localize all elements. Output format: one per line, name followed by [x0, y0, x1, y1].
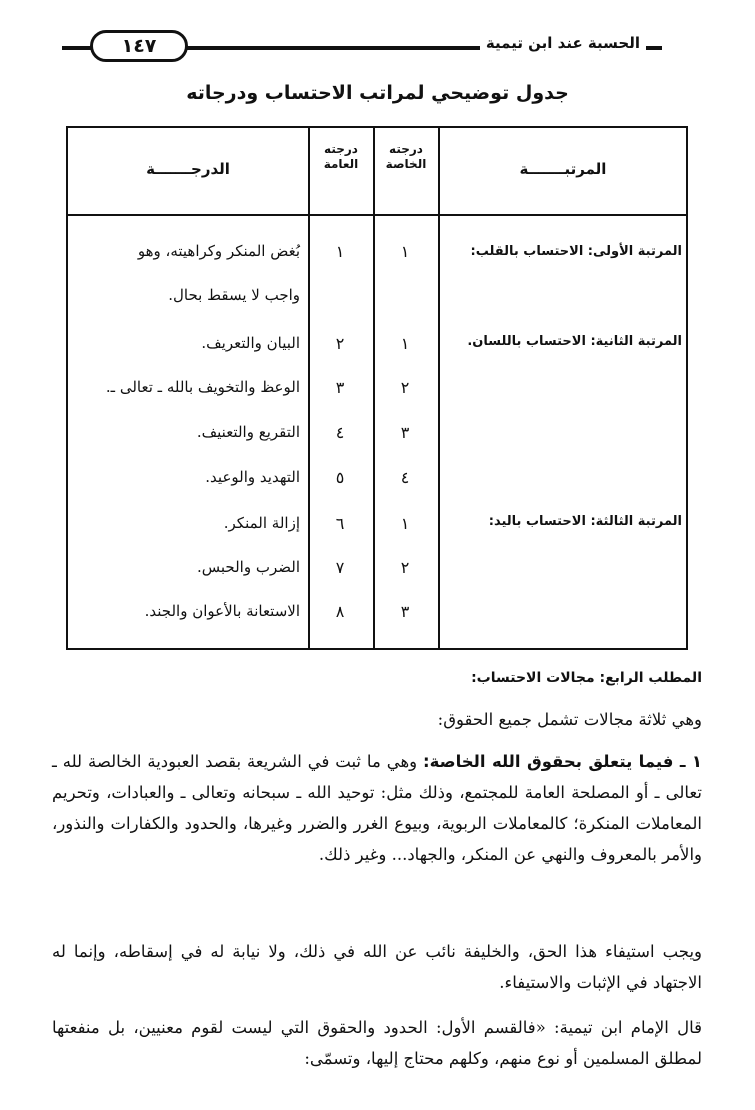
item1-text: وهي ما ثبت في الشريعة بقصد العبودية الخالصة لله ـ تعالى ـ أو المصلحة العامة للمجتمع، وذلك مثل: توحيد الله ـ سبحانه وتعالى ـ والعبادات، وتحريم المعاملات المنكرة؛ كالمعاملات الربوية، وبيوع الغرر والضرر وغيرها، والحدود والكفارات والنذور، والأمر بالمعروف والنهي عن المنكر، والجهاد... وغير ذلك.: [52, 752, 702, 864]
special-degree: ١: [400, 242, 410, 261]
degree-text: إزالة المنكر.: [223, 514, 300, 532]
table-title: جدول توضيحي لمراتب الاحتساب ودرجاته: [186, 82, 569, 104]
column-divider: [373, 128, 375, 648]
running-title: الحسبة عند ابن تيمية: [480, 34, 646, 52]
special-degree: ٤: [400, 468, 410, 487]
general-degree: ٢: [335, 334, 345, 353]
degree-text: البيان والتعريف.: [201, 334, 300, 352]
header-divider: [68, 214, 686, 216]
general-degree: ٥: [335, 468, 345, 487]
special-degree: ٢: [400, 378, 410, 397]
column-divider: [438, 128, 440, 648]
degree-text: بُغض المنكر وكراهيته، وهو: [137, 242, 300, 260]
intro-paragraph: وهي ثلاثة مجالات تشمل جميع الحقوق:: [437, 710, 702, 729]
rank-label: المرتبة الثالثة: الاحتساب باليد:: [488, 514, 682, 529]
header-special-degree: درجته الخاصة: [385, 142, 427, 171]
degree-text: واجب لا يسقط بحال.: [168, 286, 300, 304]
paragraph-2: ويجب استيفاء هذا الحق، والخليفة نائب عن الله في ذلك، ولا نيابة له في إسقاطه، وإنما له الاجتهاد في الإثبات والاستيفاء.: [52, 942, 702, 992]
general-degree: ٣: [335, 378, 345, 397]
rank-label: المرتبة الأولى: الاحتساب بالقلب:: [470, 244, 682, 259]
general-degree: ٤: [335, 423, 345, 442]
header-rank: المرتبـــــــة: [519, 160, 607, 178]
header-degree: الدرجـــــــة: [146, 160, 230, 178]
paragraph-item1: [52, 746, 702, 870]
page-number: ١٤٧: [90, 30, 188, 62]
general-degree: ٧: [335, 558, 345, 577]
degree-text: التهديد والوعيد.: [205, 468, 300, 486]
special-degree: ٣: [400, 602, 410, 621]
special-degree: ١: [400, 334, 410, 353]
column-divider: [308, 128, 310, 648]
special-degree: ٢: [400, 558, 410, 577]
section-heading: المطلب الرابع: مجالات الاحتساب:: [471, 670, 702, 686]
degree-text: الضرب والحبس.: [197, 558, 300, 576]
degree-text: الاستعانة بالأعوان والجند.: [144, 602, 300, 620]
general-degree: ٨: [335, 602, 345, 621]
special-degree: ٣: [400, 423, 410, 442]
paragraph-3: قال الإمام ابن تيمية: «فالقسم الأول: الحدود والحقوق التي ليست لقوم معنيين، بل منفعتها لمطلق المسلمين أو نوع منهم، وكلهم محتاج إليها، وتسمّى:: [52, 1018, 702, 1068]
degree-text: الوعظ والتخويف بالله ـ تعالى ـ.: [105, 378, 300, 396]
item1-lead: ١ ـ فيما يتعلق بحقوق الله الخاصة:: [423, 752, 702, 771]
header-general-degree: درجته العامة: [323, 142, 359, 171]
rank-label: المرتبة الثانية: الاحتساب باللسان.: [467, 334, 682, 349]
special-degree: ١: [400, 514, 410, 533]
general-degree: ١: [335, 242, 345, 261]
general-degree: ٦: [335, 514, 345, 533]
ranks-table: [66, 126, 688, 650]
running-header: [62, 32, 662, 64]
degree-text: التقريع والتعنيف.: [196, 423, 300, 441]
